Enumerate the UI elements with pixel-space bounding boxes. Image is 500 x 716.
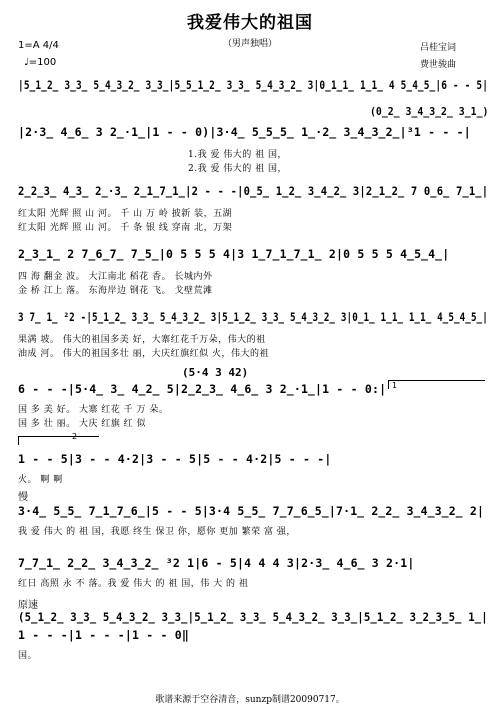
bridge-phrase: (5·4 3 42): [182, 366, 249, 379]
notation-line: 2̲3̲1̲ 2 7̲6̲7̲ 7̲5̲|0 5 5 5 4|3 1̲7̲1̲7̲1̲ 2|0 5 5 5 4̲5̲4̲|: [18, 247, 450, 261]
lyric-verse-1: 四 海 翻金 波。 大江南北 稻花 香。 长城内外: [18, 272, 213, 282]
notation-line: 3·4̲ 5̲5̲ 7̲1̲7̲6̲|5 - - 5|3·4 5̲5̲ 7̲7̲6̲5̲|7·1̲ 2̲2̲ 3̲4̲3̲2̲ 2|: [18, 504, 485, 518]
song-subtitle: （男声独唱）: [222, 39, 277, 49]
second-ending-bracket: [18, 436, 99, 445]
notation-line: 6 - - -|5·4̲ 3̲ 4̲2̲ 5|2̲2̲3̲ 4̲6̲ 3 2̲·1̲|1 - - 0:|: [18, 382, 387, 396]
lyric-verse-2: 2.我 爱 伟大的 祖 国，: [188, 164, 288, 174]
lyric-verse-1: 红日 高照 永 不 落。我 爱 伟大 的 祖 国，伟 大 的 祖: [18, 579, 249, 589]
lyric-verse-2: 红太阳 光辉 照 山 河。 千 条 银 线 穿南 北，万架: [18, 223, 233, 233]
lyric-verse-2: 金 桥 江上 落。 东海岸边 钢花 飞。 戈壁荒滩: [18, 286, 213, 296]
lyric-final: 国。: [18, 651, 38, 661]
lyric-verse-1: 1.我 爱 伟大的 祖 国，: [188, 150, 288, 160]
first-ending-bracket: [388, 380, 485, 389]
intro-phrase: (0̲2̲ 3̲4̲3̲2̲ 3̲1̲): [370, 105, 489, 118]
lyric-verse-1: 我 爱 伟大 的 祖 国，我愿 终生 保卫 你，愿你 更加 繁荣 富 强，: [18, 527, 296, 537]
notation-line: 1 - - 5|3 - - 4·2|3 - - 5|5 - - 4·2|5 - - -|: [18, 452, 332, 466]
second-ending-number: 2: [72, 432, 78, 441]
slow-marking: 慢: [18, 492, 28, 503]
composer-credit: 费世骏曲: [419, 60, 456, 70]
lyric-verse-1: 红太阳 光辉 照 山 河。 千 山 万 岭 披新 装，五湖: [18, 209, 233, 219]
notation-line: 3 7̲ 1̲ ²2 -|5̲1̲2̲ 3̲3̲ 5̲4̲3̲2̲ 3|5̲1̲2̲ 3̲3̲ 5̲4̲3̲2̲ 3|0̲1̲ 1̲1̲ 1̲1̲ 4̲5̲4̲5̲|: [18, 310, 488, 324]
notation-line: (5̲1̲2̲ 3̲3̲ 5̲4̲3̲2̲ 3̲3̲|5̲1̲2̲ 3̲3̲ 5̲4̲3̲2̲ 3̲3̲|5̲1̲2̲ 3̲2̲3̲5̲ 1̲|: [18, 610, 488, 624]
lyricist-credit: 吕桂宝词: [419, 43, 456, 53]
notation-line: |2·3̲ 4̲6̲ 3 2̲·1̲|1 - - 0)|3·4̲ 5̲5̲5̲ 1̲·2̲ 3̲4̲3̲2̲|³1 - - -|: [18, 125, 471, 139]
lyric-verse-1: 火。 啊 啊: [18, 475, 63, 485]
lyric-verse-1: 果满 坡。 伟大的祖国多美 好，大寨红花千万朵，伟大的祖: [18, 335, 266, 345]
notation-line: 7̲7̲1̲ 2̲2̲ 3̲4̲3̲2̲ ³2 1|6 - 5|4 4 4 3|2·3̲ 4̲6̲ 3 2·1|: [18, 556, 415, 570]
original-tempo-marking: 原速: [18, 600, 38, 611]
key-signature: 1=A 4/4: [18, 40, 59, 51]
notation-line: 2̲2̲3̲ 4̲3̲ 2̲·3̲ 2̲1̲7̲1̲|2 - - -|0̲5̲ 1̲2̲ 3̲4̲2̲ 3|2̲1̲2̲ 7 0̲6̲ 7̲1̲|: [18, 184, 489, 198]
lyric-verse-1: 国 多 美 好。 大寨 红花 千 万 朵。: [18, 405, 169, 415]
notation-line: |5̲1̲2̲ 3̲3̲ 5̲4̲3̲2̲ 3̲3̲|5̲5̲1̲2̲ 3̲3̲ 5̲4̲3̲2̲ 3|0̲1̲1̲ 1̲1̲ 4 5̲4̲5̲|6 - - 5|: [18, 78, 489, 92]
lyric-verse-2: 油成 河。 伟大的祖国多壮 丽，大庆红旗红似 火，伟大的祖: [18, 349, 269, 359]
source-footer: 歌谱来源于空谷清音，sunzp制谱20090717。: [155, 695, 345, 705]
first-ending-number: 1: [392, 381, 398, 390]
notation-line-final: 1 - - -|1 - - -|1 - - 0‖: [18, 628, 189, 642]
lyric-verse-2: 国 多 壮 丽。 大庆 红旗 红 似: [18, 419, 147, 429]
tempo-marking: ♩=100: [24, 57, 57, 68]
song-title: 我爱伟大的祖国: [187, 13, 313, 33]
